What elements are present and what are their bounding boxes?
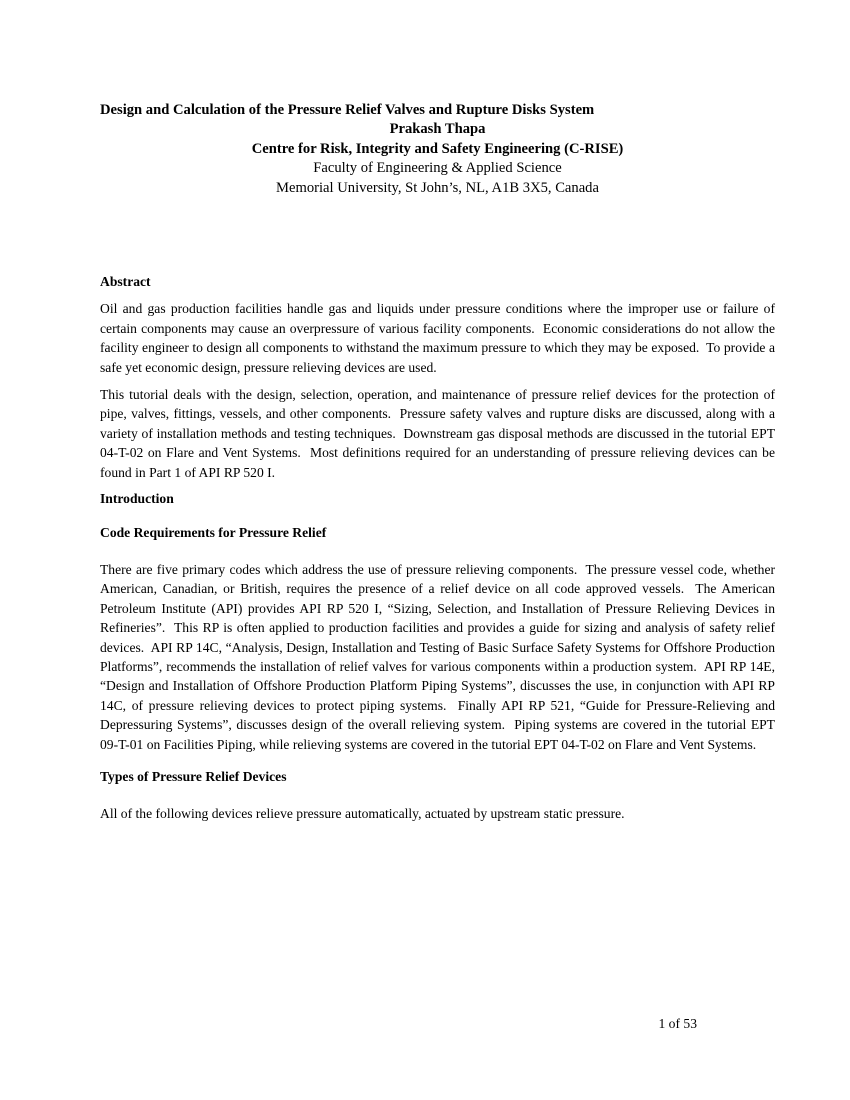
abstract-paragraph-2: This tutorial deals with the design, selection, operation, and maintenance of pressure relief devices for the protection of pipe, valves, fittings, vessels, and other components. Pressure safety valves and rupture disks are discussed, along with a variety of installation methods and testing techniques. Downstream gas disposal methods are discussed in the tutorial EPT 04-T-02 on Flare and Vent Systems. Most definitions required for an understanding of pressure relieving devices can be found in Part 1 of API RP 520 I. bbox=[100, 387, 775, 480]
affiliation-university: Memorial University, St John’s, NL, A1B 3X5, Canada bbox=[276, 179, 599, 196]
introduction-heading: Introduction bbox=[100, 491, 174, 507]
author-name: Prakash Thapa bbox=[389, 121, 486, 138]
page-number: 1 of 53 bbox=[658, 1016, 697, 1031]
abstract-heading: Abstract bbox=[100, 274, 151, 290]
paper-title: Design and Calculation of the Pressure Relief Valves and Rupture Disks System bbox=[100, 102, 595, 118]
affiliation-faculty: Faculty of Engineering & Applied Science bbox=[313, 160, 562, 177]
code-requirements-heading: Code Requirements for Pressure Relief bbox=[100, 524, 327, 540]
abstract-paragraph-1: Oil and gas production facilities handle gas and liquids under pressure conditions where the improper use or failure of certain components may cause an overpressure of various facility components. Economic considerations do not allow the facility engineer to design all components to withstand the maximum pressure to which they may be exposed. To provide a safe yet economic design, pressure relieving devices are used. bbox=[100, 301, 775, 375]
code-requirements-paragraph: There are five primary codes which address the use of pressure relieving components. The pressure vessel code, whether American, Canadian, or British, requires the presence of a relief device on all code approved vessels. The American Petroleum Institute (API) provides API RP 520 I, “Sizing, Selection, and Installation of Pressure Relieving Devices in Refineries”. This RP is often applied to production facilities and provides a guide for sizing and analysis of safety relief devices. API RP 14C, “Analysis, Design, Installation and Testing of Basic Surface Safety Systems for Offshore Production Platforms”, recommends the installation of relief valves for various components within a production system. API RP 14E, “Design and Installation of Offshore Production Platform Piping Systems”, discusses the use, in conjunction with API RP 14C, of pressure relieving devices to protect piping systems. Finally API RP 521, “Guide for Pressure-Relieving and Depressuring Systems”, discusses design of the overall relieving system. Piping systems are covered in the tutorial EPT 09-T-01 on Facilities Piping, while relieving systems are covered in the tutorial EPT 04-T-02 on Flare and Vent Systems. bbox=[100, 561, 775, 752]
title-block bbox=[100, 101, 775, 198]
affiliation-centre: Centre for Risk, Integrity and Safety Engineering (C-RISE) bbox=[251, 140, 624, 157]
types-of-devices-paragraph: All of the following devices relieve pressure automatically, actuated by upstream static pressure. bbox=[100, 806, 625, 822]
types-of-devices-heading: Types of Pressure Relief Devices bbox=[100, 768, 287, 784]
